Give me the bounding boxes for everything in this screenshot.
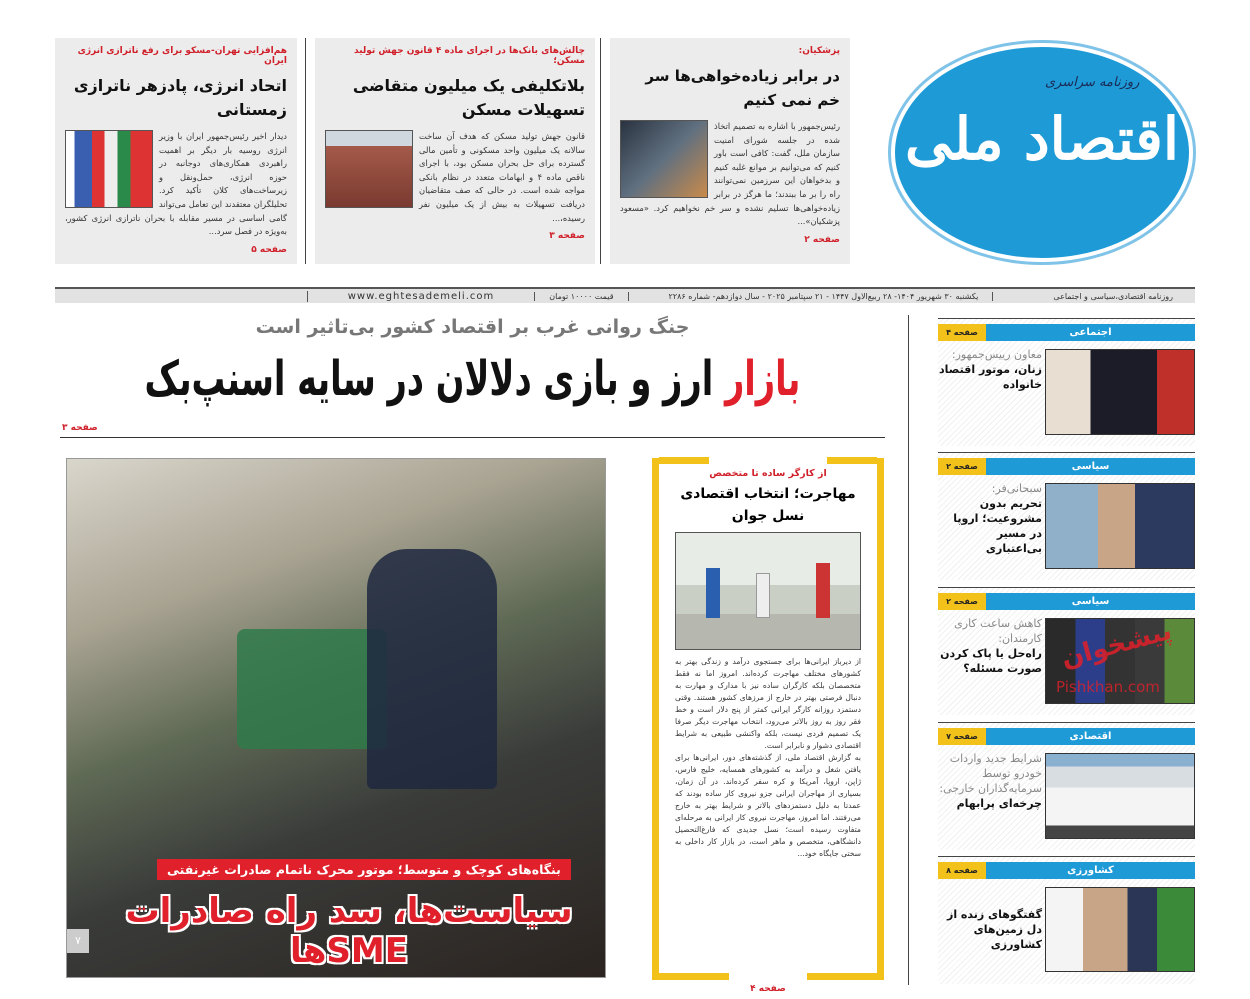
section-page-ref: صفحه ۷: [938, 728, 986, 745]
feature-box[interactable]: [652, 458, 884, 994]
sidebar-title: تحریم بدون مشروعیت؛ اروپا در مسیر بی‌اعتباری: [953, 497, 1042, 555]
sidebar-kicker: شرایط جدید واردات خودرو توسط سرمایه‌گذاران خارجی:: [939, 752, 1042, 795]
sidebar-kicker: سبحانی‌فر:: [991, 482, 1042, 495]
sidebar-photo: [1045, 887, 1195, 972]
photo-caption: بنگاه‌های کوچک و متوسط؛ موتور محرک ناتمام صادرات غیرنفتی: [157, 859, 571, 880]
section-page-ref: صفحه ۸: [938, 862, 986, 879]
section-page-ref: صفحه ۴: [938, 324, 986, 341]
issue-price: قیمت ۱۰۰۰۰ تومان: [534, 292, 627, 301]
section-page-ref: صفحه ۲: [938, 458, 986, 475]
teaser-photo: [65, 130, 153, 208]
paper-section-label: روزنامه اقتصادی،سیاسی و اجتماعی: [992, 292, 1187, 301]
sidebar-title: چرخه‌ای پرابهام: [956, 797, 1042, 810]
photo-headline: سیاست‌ها، سد راه صادرات SMEها: [125, 891, 573, 971]
lead-page-ref: صفحه ۳: [62, 423, 98, 433]
teaser-title: بلاتکلیفی یک میلیون متقاضی تسهیلات مسکن: [352, 76, 585, 119]
feature-page-ref: صفحه ۴: [750, 984, 786, 994]
teaser-kicker: چالش‌های بانک‌ها در اجرای ماده ۴ قانون جهش تولید مسکن؛: [354, 46, 585, 66]
issue-info-bar: [55, 287, 1195, 303]
divider: [60, 437, 885, 438]
section-label: اقتصادی: [986, 728, 1195, 745]
photo-page-ref: ۷: [67, 929, 89, 953]
sidebar-photo: [1045, 483, 1195, 569]
teaser-photo: [620, 120, 708, 198]
divider: [908, 315, 909, 985]
teaser-page-ref: صفحه ۲: [804, 234, 840, 245]
divider: [600, 38, 601, 264]
section-page-ref: صفحه ۲: [938, 593, 986, 610]
teaser-title: در برابر زیاده‌خواهی‌ها سر خم نمی کنیم: [645, 67, 840, 109]
sidebar-item-agriculture[interactable]: [938, 856, 1195, 984]
masthead-logo: [888, 40, 1196, 265]
website-link[interactable]: www.eghtesademeli.com: [307, 291, 535, 302]
feature-photo: [675, 532, 861, 650]
feature-body: از دیرباز ایرانی‌ها برای جستجوی درآمد و زندگی بهتر به کشورهای مختلف مهاجرت کرده‌اند. امروز اما نه فقط متخصصان بلکه کارگران ساده نیز با مدارک و مهارت به دنبال فرصتی بهتر در خارج از مرزهای کشور هستند. وقتی دستمزد روزانه کارگر ایرانی کمتر از پنج دلار است و خط فقر روز به روز بالاتر می‌رود، انتخاب مهاجرت دیگر صرفا یک تصمیم فردی نیست، بلکه واکنشی طبیعی به شرایط اقتصادی دشوار و نابرابر است.: [675, 657, 861, 750]
photo-machine: [237, 629, 387, 749]
teaser-page-ref: صفحه ۵: [251, 244, 287, 255]
lead-headline-red: بازار: [724, 351, 801, 407]
frame-bottom: [659, 973, 729, 980]
teaser-housing[interactable]: [315, 38, 595, 264]
watermark-url: Pishkhan.com: [1056, 678, 1160, 696]
section-label: سیاسی: [986, 458, 1195, 475]
teaser-kicker: پزشکیان:: [798, 46, 840, 56]
sidebar-item-politics[interactable]: [938, 452, 1195, 580]
sidebar-title: زنان، موتور اقتصاد خانواده: [939, 363, 1042, 391]
frame-top: [827, 457, 877, 464]
teaser-body: دیدار اخیر رئیس‌جمهور ایران با وزیر انرژی روسیه بار دیگر بر اهمیت راهبردی همکاری‌های دوجانبه در حوزه انرژی، حمل‌ونقل و زیرساخت‌های کلان تأکید کرد. تحلیلگران معتقدند این تعامل می‌تواند گامی اساسی در مسیر مقابله با بحران ناترازی انرژی کشور، به‌ویژه در فصل سرد...: [65, 131, 287, 237]
feature-body: به گزارش اقتصاد ملی، از گذشته‌های دور، ایرانی‌ها برای یافتن شغل و درآمد به کشورهای همسایه، خلیج فارس، ژاپن، اروپا، آمریکا و کره سفر کرده‌اند. در آن زمان، بسیاری از مهاجران ایرانی جزو نیروی کار ساده بودند که عمدتا به دلیل دستمزدهای بالاتر و شرایط بهتر به خارج می‌رفتند. اما امروز، مهاجرت نیروی کار ایرانی به مرحله‌ای متفاوت رسیده است؛ نسل جدیدی که فارغ‌التحصیل دانشگاهی، متخصص و ماهر است، در بازار کار داخلی به سختی جایگاه خود...: [675, 753, 861, 858]
logo-title: اقتصاد ملی: [905, 105, 1179, 173]
sidebar-item-social[interactable]: [938, 318, 1195, 446]
sidebar-title: گفتگوهای زنده از دل زمین‌های کشاورزی: [946, 908, 1042, 951]
teaser-kicker: هم‌افزایی تهران-مسکو برای رفع ناترازی انرژی ایران: [77, 46, 287, 66]
frame-bottom: [807, 973, 877, 980]
lead-headline-main: ارز و بازی دلالان در سایه اسنپ‌بک: [144, 351, 714, 407]
watermark-logo: پیشخوان: [1058, 615, 1175, 675]
sidebar-photo: [1045, 753, 1195, 839]
sidebar-item-economy[interactable]: [938, 722, 1195, 850]
section-label: کشاورزی: [986, 862, 1195, 879]
sidebar-kicker: کاهش ساعت کاری کارمندان:: [954, 617, 1042, 645]
section-label: اجتماعی: [986, 324, 1195, 341]
sidebar-kicker: معاون رییس‌جمهور:: [951, 348, 1042, 361]
frame-top: [659, 457, 709, 464]
photo-worker: [367, 549, 497, 789]
issue-date: یکشنبه ۳۰ شهریور ۱۴۰۴- ۲۸ ربیع‌الاول ۱۴۴۷ - ۲۱ سپتامبر ۲۰۲۵ - سال دوازدهم- شماره ۲۲۸۶: [628, 292, 993, 301]
feature-kicker: از کارگر ساده تا متخصص: [709, 468, 827, 479]
lead-headline[interactable]: [60, 350, 885, 410]
sidebar-title: راه‌حل یا پاک کردن صورت مسئله؟: [940, 647, 1042, 675]
teaser-title: اتحاد انرژی، پادزهر ناترازی زمستانی: [73, 76, 287, 119]
teaser-pezeshkian[interactable]: [610, 38, 850, 264]
teaser-photo: [325, 130, 413, 208]
teaser-body: قانون جهش تولید مسکن که هدف آن ساخت سالانه یک میلیون واحد مسکونی و تأمین مالی گسترده برای حل بحران مسکن بود، با اجرای ناقص ماده ۴ و ابهامات متعدد در نظام بانکی مواجه شده است. در حالی که صف متقاضیان دریافت تسهیلات به بیش از یک میلیون نفر رسیده،...: [419, 131, 585, 223]
teaser-energy[interactable]: [55, 38, 297, 264]
photo-story[interactable]: [66, 458, 606, 978]
sidebar-photo: [1045, 349, 1195, 435]
section-label: سیاسی: [986, 593, 1195, 610]
logo-subtitle: روزنامه سراسری: [1045, 75, 1140, 90]
teaser-page-ref: صفحه ۳: [549, 231, 585, 242]
lead-kicker: جنگ روانی غرب بر اقتصاد کشور بی‌تاثیر است: [255, 316, 690, 338]
divider: [305, 38, 306, 264]
teaser-body: رئیس‌جمهور با اشاره به تصمیم اتخاذ شده در جلسه شورای امنیت سازمان ملل، گفت: کافی است باور کنیم که می‌توانیم بر موانع غلبه کنیم و بدخواهان این سرزمین نمی‌توانند راه را بر ما ببندند؛ ما هرگز در برابر زیاده‌خواهی‌ها تسلیم نشده و سر خم نخواهیم کرد. «مسعود پزشکیان»...: [620, 121, 840, 227]
feature-title: مهاجرت؛ انتخاب اقتصادی نسل جوان: [680, 486, 856, 524]
